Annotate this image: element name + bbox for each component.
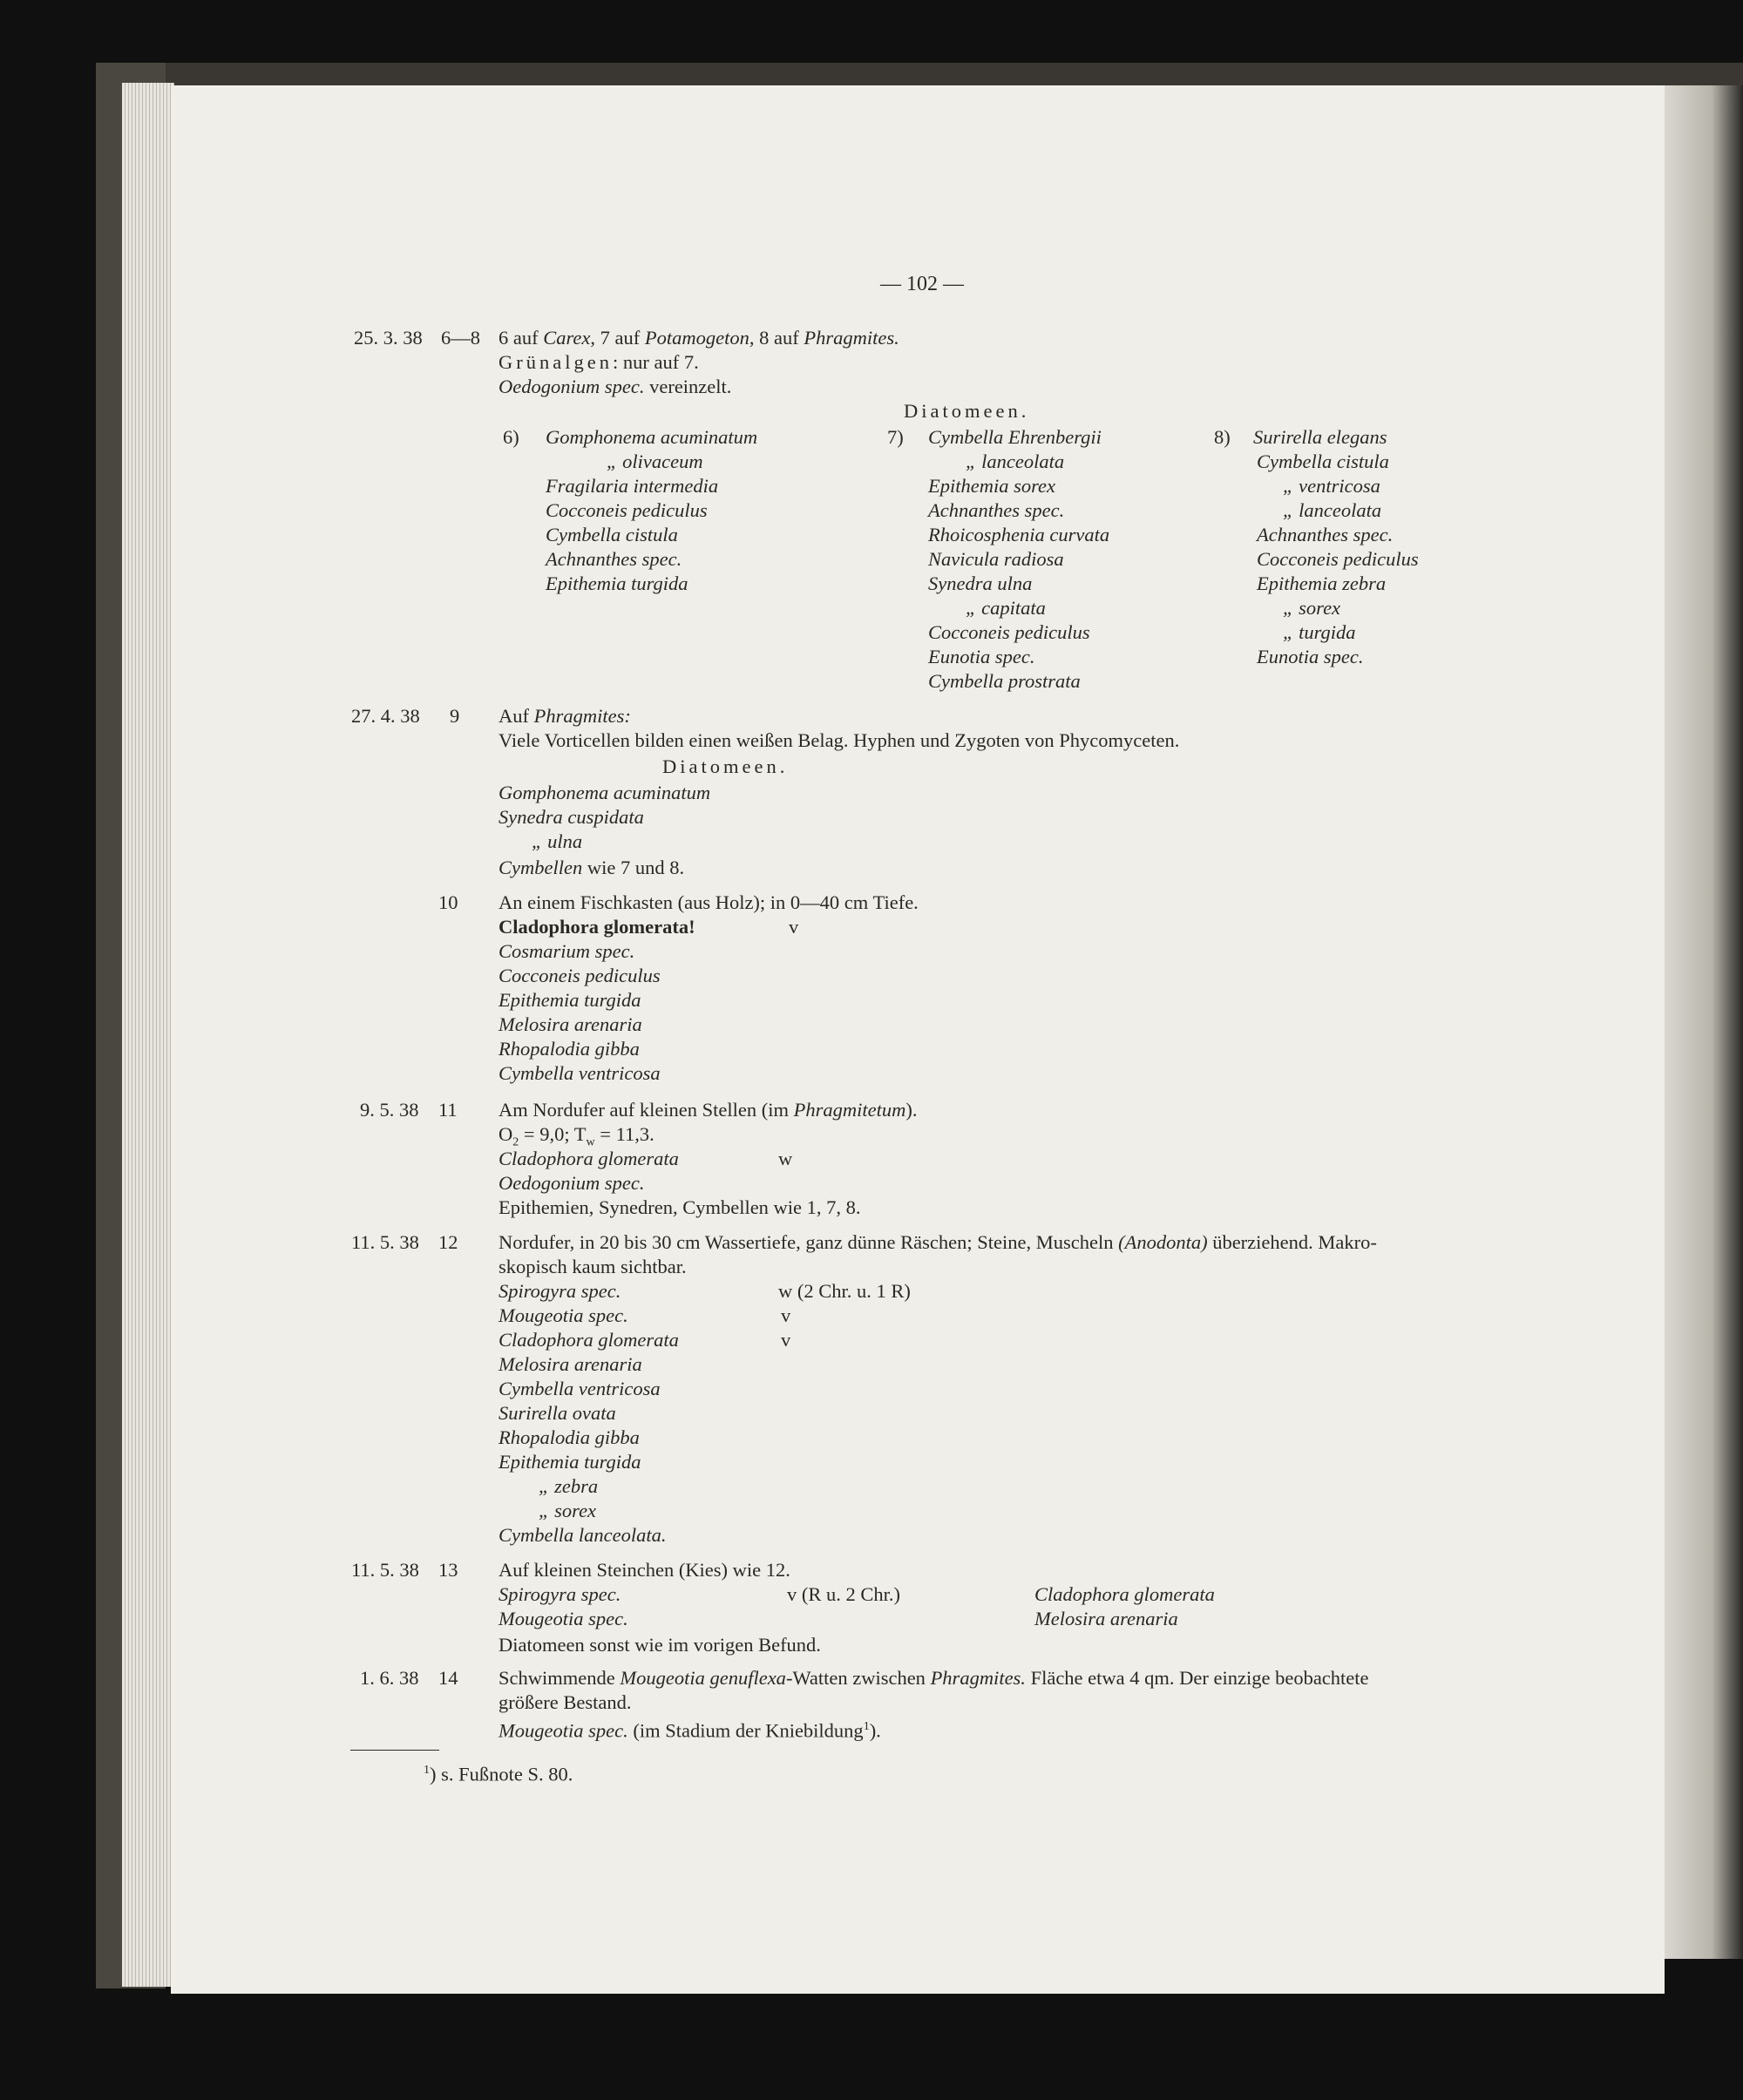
entry-date: 9. 5. 38 bbox=[360, 1099, 419, 1121]
species-item: Melosira arenaria bbox=[1034, 1608, 1178, 1629]
entry-date: 11. 5. 38 bbox=[351, 1559, 419, 1581]
species-item: Cladophora glomerata! bbox=[498, 916, 695, 938]
species-item: Oedogonium spec. bbox=[498, 1172, 645, 1194]
species-item: Gomphonema acuminatum bbox=[498, 782, 711, 803]
species-item: Cocconeis pediculus bbox=[1257, 548, 1419, 570]
species-item: Melosira arenaria bbox=[498, 1353, 642, 1375]
entry-line: skopisch kaum sichtbar. bbox=[498, 1256, 687, 1277]
next-page-edge bbox=[1665, 85, 1743, 1959]
species-item: „ lanceolata bbox=[966, 450, 1065, 472]
entry-line: Oedogonium spec. vereinzelt. bbox=[498, 376, 732, 397]
footnote-rule bbox=[350, 1750, 439, 1751]
species-item: Rhopalodia gibba bbox=[498, 1038, 640, 1060]
species-item: „ ventricosa bbox=[1283, 475, 1380, 497]
species-item: Cosmarium spec. bbox=[498, 940, 635, 962]
entry-line: Am Nordufer auf kleinen Stellen (im Phragmitetum). bbox=[498, 1099, 918, 1121]
abundance: v bbox=[789, 916, 799, 938]
entry-number: 9 bbox=[450, 705, 460, 727]
entry-line: 6 auf Carex, 7 auf Potamogeton, 8 auf Phragmites. bbox=[498, 327, 899, 349]
entry-line: größere Bestand. bbox=[498, 1691, 632, 1713]
abundance: w (2 Chr. u. 1 R) bbox=[778, 1280, 911, 1302]
column-label: 8) bbox=[1214, 426, 1231, 448]
species-item: Epithemia zebra bbox=[1257, 572, 1387, 594]
species-item: Cymbella Ehrenbergii bbox=[928, 426, 1102, 448]
entry-line: Auf kleinen Steinchen (Kies) wie 12. bbox=[498, 1559, 790, 1581]
species-item: Mougeotia spec. bbox=[498, 1304, 628, 1326]
species-item: Surirella elegans bbox=[1253, 426, 1387, 448]
abundance: v bbox=[781, 1304, 791, 1326]
species-item: Cocconeis pediculus bbox=[498, 965, 661, 986]
species-item: „ olivaceum bbox=[607, 450, 703, 472]
entry-line: Schwimmende Mougeotia genuflexa-Watten zwischen Phragmites. Fläche etwa 4 qm. Der einzige beobachtete bbox=[498, 1667, 1369, 1689]
species-item: Epithemia sorex bbox=[928, 475, 1056, 497]
entry-number: 14 bbox=[438, 1667, 458, 1689]
species-item: Epithemia turgida bbox=[498, 1451, 641, 1473]
species-item: Cymbella prostrata bbox=[928, 670, 1081, 692]
species-item: Gomphonema acuminatum bbox=[546, 426, 758, 448]
species-item: Achnanthes spec. bbox=[928, 499, 1065, 521]
entry-number: 12 bbox=[438, 1231, 458, 1253]
species-item: Spirogyra spec. bbox=[498, 1583, 621, 1605]
measurement-line: $O_2 = 9,0$; $T_w = 11,3$. bbox=[498, 1123, 654, 1149]
species-item: Achnanthes spec. bbox=[1257, 524, 1394, 545]
entry-line: Viele Vorticellen bilden einen weißen Belag. Hyphen und Zygoten von Phycomyceten. bbox=[498, 729, 1180, 751]
species-item: Rhopalodia gibba bbox=[498, 1426, 640, 1448]
species-item: Eunotia spec. bbox=[1257, 646, 1364, 667]
abundance: v bbox=[781, 1329, 791, 1351]
species-item: Spirogyra spec. bbox=[498, 1280, 621, 1302]
entry-line: An einem Fischkasten (aus Holz); in 0—40 cm Tiefe. bbox=[498, 891, 919, 913]
entry-line: Cymbellen wie 7 und 8. bbox=[498, 857, 685, 878]
abundance: v (R u. 2 Chr.) bbox=[787, 1583, 901, 1605]
species-item: Eunotia spec. bbox=[928, 646, 1035, 667]
species-item: Achnanthes spec. bbox=[546, 548, 682, 570]
species-item: „ lanceolata bbox=[1283, 499, 1382, 521]
species-item: Rhoicosphenia curvata bbox=[928, 524, 1110, 545]
species-item: Cladophora glomerata bbox=[498, 1329, 679, 1351]
species-item: Cymbella cistula bbox=[1257, 450, 1389, 472]
species-item: Fragilaria intermedia bbox=[546, 475, 719, 497]
section-heading: Diatomeen. bbox=[904, 400, 1030, 422]
entry-number: 10 bbox=[438, 891, 458, 913]
species-item: „ sorex bbox=[539, 1500, 597, 1521]
entry-line: Grünalgen: nur auf 7. bbox=[498, 351, 699, 373]
species-item: „ zebra bbox=[539, 1475, 599, 1497]
species-item: Cymbella ventricosa bbox=[498, 1062, 661, 1084]
species-item: Mougeotia spec. bbox=[498, 1608, 628, 1629]
abundance: w bbox=[778, 1148, 793, 1169]
species-item: „ capitata bbox=[966, 597, 1046, 619]
species-item: Cymbella ventricosa bbox=[498, 1378, 661, 1399]
entry-date: 27. 4. 38 bbox=[351, 705, 420, 727]
species-item: Melosira arenaria bbox=[498, 1013, 642, 1035]
entry-line: Nordufer, in 20 bis 30 cm Wassertiefe, ganz dünne Räschen; Steine, Muscheln (Anodonta) überziehend. Makro- bbox=[498, 1231, 1377, 1253]
species-item: Cocconeis pediculus bbox=[546, 499, 708, 521]
species-item: Cladophora glomerata bbox=[1034, 1583, 1215, 1605]
column-label: 6) bbox=[503, 426, 519, 448]
column-label: 7) bbox=[887, 426, 904, 448]
species-item: Cladophora glomerata bbox=[498, 1148, 679, 1169]
entry-line: Mougeotia spec. (im Stadium der Kniebildung$^1$). bbox=[498, 1719, 881, 1742]
entry-date: 25. 3. 38 bbox=[354, 327, 423, 349]
species-item: Surirella ovata bbox=[498, 1402, 616, 1424]
species-item: Cymbella lanceolata. bbox=[498, 1524, 667, 1546]
entry-number: 11 bbox=[438, 1099, 458, 1121]
species-item: „ turgida bbox=[1283, 621, 1356, 643]
entry-line: Auf Phragmites: bbox=[498, 705, 631, 727]
species-item: Epithemia turgida bbox=[546, 572, 688, 594]
entry-line: Diatomeen sonst wie im vorigen Befund. bbox=[498, 1634, 821, 1656]
species-item: Synedra cuspidata bbox=[498, 806, 644, 828]
entry-line: Epithemien, Synedren, Cymbellen wie 1, 7, 8. bbox=[498, 1196, 861, 1218]
section-heading: Diatomeen. bbox=[662, 755, 789, 777]
book-page bbox=[171, 85, 1665, 1994]
species-item: Synedra ulna bbox=[928, 572, 1033, 594]
entry-date: 11. 5. 38 bbox=[351, 1231, 419, 1253]
entry-number: 6—8 bbox=[441, 327, 480, 349]
page-number: — 102 — bbox=[880, 273, 964, 295]
entry-date: 1. 6. 38 bbox=[360, 1667, 419, 1689]
footnote: $^1$) s. Fußnote S. 80. bbox=[424, 1763, 573, 1785]
species-item: „ sorex bbox=[1283, 597, 1341, 619]
species-item: Epithemia turgida bbox=[498, 989, 641, 1011]
species-item: „ ulna bbox=[532, 830, 583, 852]
page-edges bbox=[122, 83, 174, 1987]
species-item: Navicula radiosa bbox=[928, 548, 1064, 570]
species-item: Cocconeis pediculus bbox=[928, 621, 1090, 643]
species-item: Cymbella cistula bbox=[546, 524, 678, 545]
entry-number: 13 bbox=[438, 1559, 458, 1581]
